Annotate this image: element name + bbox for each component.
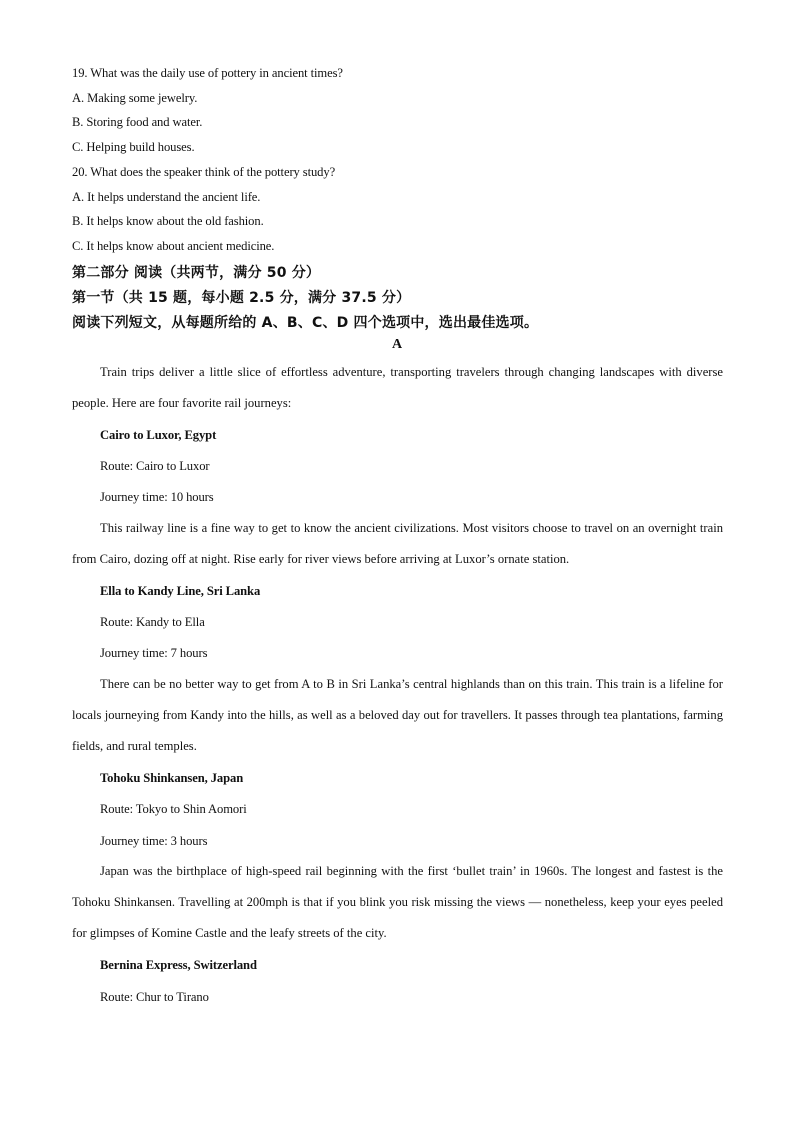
journey-2-title: Ella to Kandy Line, Sri Lanka <box>100 584 261 598</box>
journey-3-time: Journey time: 3 hours <box>100 834 208 848</box>
journey-4-title: Bernina Express, Switzerland <box>100 958 257 972</box>
journey-1-title: Cairo to Luxor, Egypt <box>100 428 217 442</box>
instructions: 阅读下列短文，从每题所给的 A、B、C、D 四个选项中，选出最佳选项。 <box>72 315 539 331</box>
part-title: 第二部分 阅读（共两节，满分 50 分） <box>72 265 321 281</box>
journey-2-route: Route: Kandy to Ella <box>100 615 205 629</box>
question-20-option-c: C. It helps know about ancient medicine. <box>72 239 275 253</box>
journey-2-description: There can be no better way to get from A to B in Sri Lanka’s central highlands than on this train. This train is a lifeline for locals journeying from Kandy into the hills, as well as a beloved day out for travellers. It passes through tea plantations, farming fields, and rural temples. <box>72 677 723 753</box>
journey-1-route: Route: Cairo to Luxor <box>100 459 210 473</box>
question-19-option-b: B. Storing food and water. <box>72 115 203 129</box>
passage-intro: Train trips deliver a little slice of effortless adventure, transporting travelers through changing landscapes with diverse people. Here are four favorite rail journeys: <box>72 365 723 410</box>
journey-1-description: This railway line is a fine way to get to know the ancient civilizations. Most visitors choose to travel on an overnight train from Cairo, dozing off at night. Rise early for river views before arriving at Luxor’s ornate station. <box>72 521 723 566</box>
question-19-option-c: C. Helping build houses. <box>72 140 195 154</box>
journey-3-description: Japan was the birthplace of high-speed rail beginning with the first ‘bullet train’ in 1960s. The longest and fastest is the Tohoku Shinkansen. Travelling at 200mph is that if you blink you risk missing the views — nonetheless, keep your eyes peeled for glimpses of Komine Castle and the leafy streets of the city. <box>72 864 723 940</box>
journey-2-time: Journey time: 7 hours <box>100 646 208 660</box>
question-20-option-a: A. It helps understand the ancient life. <box>72 190 261 204</box>
question-19-option-a: A. Making some jewelry. <box>72 91 198 105</box>
question-19-stem: 19. What was the daily use of pottery in ancient times? <box>72 66 343 80</box>
question-20-stem: 20. What does the speaker think of the pottery study? <box>72 165 336 179</box>
journey-3-route: Route: Tokyo to Shin Aomori <box>100 802 247 816</box>
subsection-title: 第一节（共 15 题，每小题 2.5 分，满分 37.5 分） <box>72 290 411 306</box>
journey-1-time: Journey time: 10 hours <box>100 490 214 504</box>
question-20-option-b: B. It helps know about the old fashion. <box>72 214 264 228</box>
journey-4-route: Route: Chur to Tirano <box>100 990 209 1004</box>
journey-3-title: Tohoku Shinkansen, Japan <box>100 771 244 785</box>
passage-label: A <box>391 337 402 352</box>
